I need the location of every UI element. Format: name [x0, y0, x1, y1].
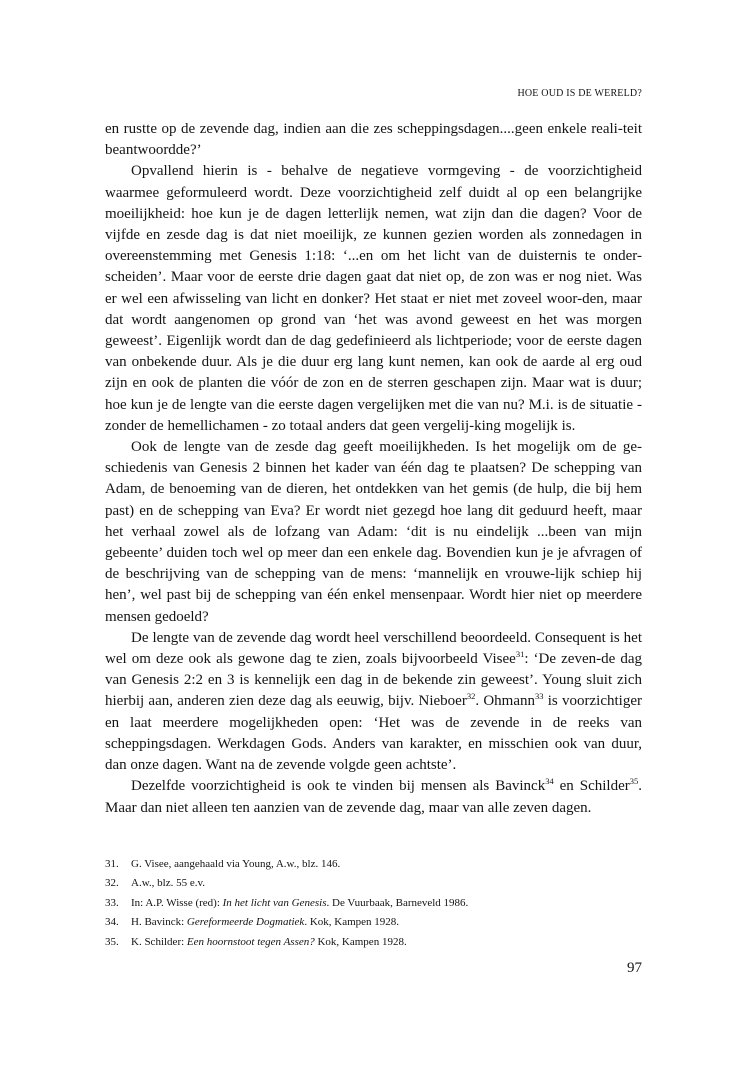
- body-text: [105, 119, 642, 819]
- footnote-number: 33.: [105, 896, 119, 909]
- footnote: [105, 855, 642, 874]
- italic-title: Gereformeerde Dogmatiek: [186, 916, 305, 929]
- text-run: . Kok, Kampen 1928.: [304, 916, 400, 929]
- paragraph: [105, 437, 642, 628]
- footnote-text: [131, 874, 205, 893]
- footnote: [105, 874, 642, 893]
- text-run: In: A.P. Wisse (red):: [131, 896, 223, 909]
- text-run: en Schilder: [553, 778, 630, 795]
- footnote: [105, 894, 642, 913]
- footnote-text: [131, 894, 468, 913]
- text-run: Ook de lengte van de zesde dag geeft moeilijkheden. Is het mogelijk om de ge-schiedenis van Genesis 2 binnen het kader van één dag te plaatsen? De schepping van Adam, de benoeming van de dieren, het ontdekken van het gemis (de hulp, die bij hem past) en de schepping van Eva? Er wordt niet gezegd hoe lang dit geduurd heeft, maar het verhaal zowel als de lofzang van Adam: ‘dit is nu eindelijk ...been van mijn gebeente’ duiden toch wel op meer dan een enkele dag. Bovendien kun je je afvragen of de beschrijving van de schepping van de mens: ‘mannelijk en vrouwe-lijk schiep hij hen’, wel past bij de schepping van één enkel mensenpaar. Wordt hier niet op meerdere mensen gedoeld?: [105, 439, 642, 625]
- text-run: . Maar dan niet alleen ten aanzien van de zevende dag, maar van alle zeven dagen.: [105, 778, 642, 816]
- paragraph: [105, 119, 642, 161]
- footnote-reference: 35: [629, 776, 639, 787]
- text-run: A.w., blz. 55 e.v.: [131, 877, 206, 890]
- text-run: Opvallend hierin is - behalve de negatieve vormgeving - de voorzichtigheid waarmee geformuleerd wordt. Deze voorzichtigheid zelf duidt al op een belangrijke moeilijkheid: hoe kun je de dagen letterlijk nemen, wat zijn dan die dagen? Voor de vijfde en zesde dag is dat niet moeilijk, ze kunnen gezien worden als zonnedagen in overeenstemming met Genesis 1:18: ‘...en om het licht van de duisternis te onder-scheiden’. Maar voor de eerste drie dagen gaat dat niet op, de zon was er nog niet. Was er wel een afwisseling van licht en donker? Het staat er niet met zoveel woor-den, maar dat wordt aangenomen op grond van ‘het was avond geweest en het was morgen geweest’. Eigenlijk wordt dan de dag gedefinieerd als lichtperiode; voor de eerste dagen van onbekende duur. Als je die duur erg lang kunt nemen, kan ook de aarde al erg oud zijn en ook de planten die vóór de zon en de sterren geschapen zijn. Maar wat is duur; hoe kun je de lengte van die eerste dagen vergelijken met die van nu? M.i. is de situatie - zonder de hemellichamen - zo totaal anders dat geen vergelij-king mogelijk is.: [105, 163, 642, 434]
- paragraph: [105, 776, 642, 818]
- footnote-text: [131, 933, 407, 952]
- text-run: is voorzichtiger en laat meerdere mogelijkheden open: ‘Het was de zevende in de reeks van scheppingsdagen. Werkdagen Gods. Anders van karakter, en misschien ook van duur, dan onze dagen. Want na de zevende volgde geen achtste’.: [105, 693, 642, 774]
- footnote-reference: 31: [515, 649, 525, 660]
- footnote-number: 34.: [105, 916, 119, 929]
- italic-title: In het licht van Genesis: [222, 896, 327, 909]
- paragraph: [105, 628, 642, 776]
- text-run: K. Schilder:: [131, 935, 187, 948]
- running-head: HOE OUD IS DE WERELD?: [517, 88, 642, 99]
- footnote: [105, 933, 642, 952]
- footnote-reference: 33: [534, 691, 544, 702]
- footnote: [105, 913, 642, 932]
- footnote-number: 32.: [105, 877, 119, 890]
- footnote-text: [131, 913, 399, 932]
- text-run: . De Vuurbaak, Barneveld 1986.: [326, 896, 469, 909]
- text-run: H. Bavinck:: [131, 916, 187, 929]
- text-run: en rustte op de zevende dag, indien aan die zes scheppingsdagen....geen enkele reali-teit beantwoordde?’: [105, 121, 642, 159]
- text-run: : ‘De zeven-de dag van Genesis 2:2 en 3 is kennelijk een dag in de bekende zin geweest’. Young sluit zich hierbij aan, anderen zien deze dag als eeuwig, bijv. Nieboer: [105, 651, 642, 710]
- footnotes: [105, 855, 642, 952]
- footnote-number: 35.: [105, 935, 119, 948]
- italic-title: Een hoornstoot tegen Assen?: [186, 935, 315, 948]
- footnote-reference: 34: [545, 776, 554, 787]
- text-run: Dezelfde voorzichtigheid is ook te vinden bij mensen als Bavinck: [131, 778, 546, 795]
- text-run: G. Visee, aangehaald via Young, A.w., blz. 146.: [131, 858, 341, 870]
- paragraph: [105, 161, 642, 437]
- text-run: Kok, Kampen 1928.: [314, 935, 407, 948]
- text-run: De lengte van de zevende dag wordt heel verschillend beoordeeld. Consequent is het wel om deze ook als gewone dag te zien, zoals bijvoorbeeld Visee: [105, 629, 642, 668]
- footnote-reference: 32: [466, 691, 476, 702]
- footnote-number: 31.: [105, 858, 119, 870]
- page-number: 97: [627, 960, 642, 976]
- text-run: . Ohmann: [475, 693, 535, 710]
- footnote-text: [131, 855, 340, 874]
